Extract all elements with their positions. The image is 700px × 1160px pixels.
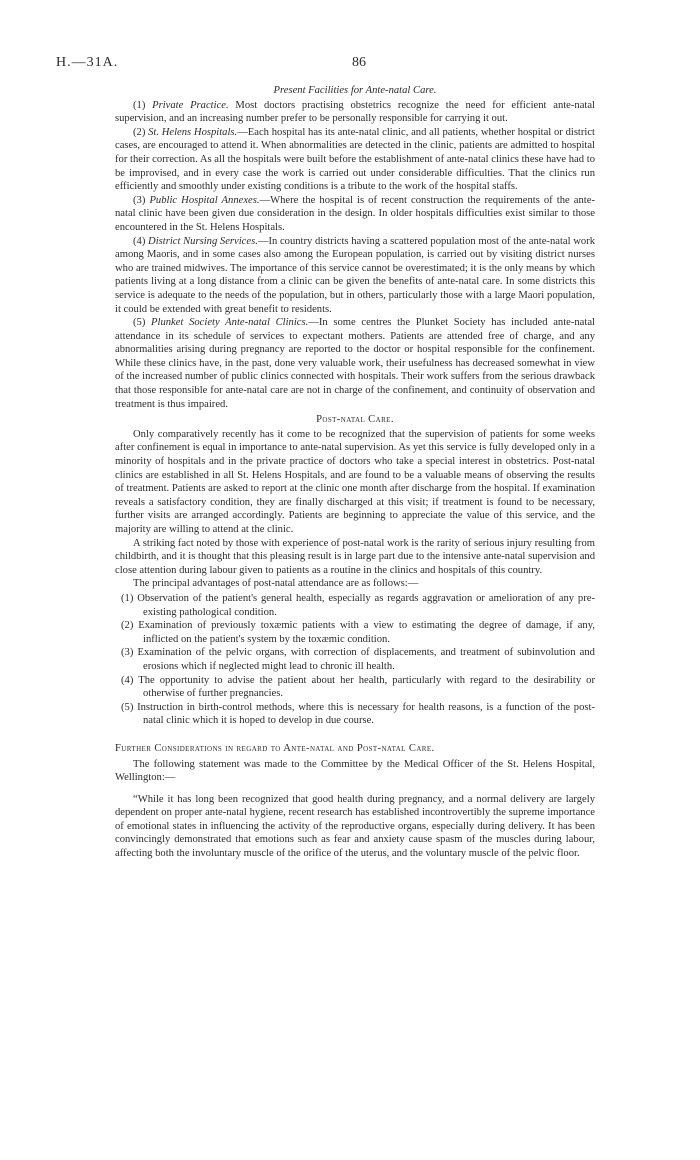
list-item: (3) Examination of the pelvic organs, with correction of displacements, and treatment of subinvolution and erosions which if neglected might lead to chronic ill health. bbox=[121, 647, 595, 672]
postnatal-paragraph: Only comparatively recently has it come to be recognized that the supervision of patients for some weeks after confinement is equal in importance to ante-natal supervision. As yet this service is fully developed only in a minority of hospitals and in the private practice of doctors who take a special interest in obstetrics. Post-natal clinics are established in all St. Helens Hospitals, and are found to be a valuable means of observing the results of treatment. Patients are asked to report at the clinic one month after discharge from the hospital. If examination reveals a satisfactory condition, they are finally discharged at this visit; if treatment is found to be necessary, further visits are arranged accordingly. Patients are beginning to appreciate the value of this service, and the majority are willing to attend at the clinic. bbox=[115, 428, 595, 535]
list-item: (5) Instruction in birth-control methods, where this is necessary for health reasons, is a function of the post-natal clinic which it is hoped to develop in due course. bbox=[121, 701, 595, 727]
list-item: (2) Examination of previously toxæmic patients with a view to estimating the degree of damage, if any, inflicted on the patient's system by the toxæmic condition. bbox=[121, 620, 595, 645]
document-reference: H.—31A. bbox=[56, 55, 119, 70]
antenatal-item: (1) Private Practice. Most doctors practising obstetrics recognize the need for efficient ante-natal supervision, and an increasing number prefer to be personally responsible for carrying it out. bbox=[115, 99, 595, 125]
antenatal-item: (3) Public Hospital Annexes.—Where the hospital is of recent construction the requirements of the ante-natal clinic have been given due consideration in the design. In older hospitals difficulties exist similar to those encountered in the St. Helens Hospitals. bbox=[115, 194, 595, 233]
document-body bbox=[115, 84, 595, 861]
quoted-statement: “While it has long been recognized that good health during pregnancy, and a normal delivery are largely dependent on proper ante-natal hygiene, recent research has established incontrovertibly the supreme importance of emotional states in influencing the activity of the reproductive organs, especially during delivery. It has been convincingly demonstrated that emotions such as fear and anxiety cause spasm of the muscles during labour, affecting both the involuntary muscle of the orifice of the uterus, and the voluntary muscle of the pelvic floor. bbox=[115, 793, 595, 860]
section-title-antenatal: Present Facilities for Ante-natal Care. bbox=[273, 85, 437, 96]
advantages-list bbox=[115, 592, 595, 728]
page-number: 86 bbox=[352, 55, 366, 70]
list-item: (4) The opportunity to advise the patient about her health, particularly with regard to the desirability or otherwise of further pregnancies. bbox=[121, 674, 595, 700]
postnatal-paragraph: The principal advantages of post-natal attendance are as follows:— bbox=[133, 578, 419, 590]
section-title-further: Further Considerations in regard to Ante-natal and Post-natal Care. bbox=[115, 742, 435, 754]
antenatal-item: (5) Plunket Society Ante-natal Clinics.—In some centres the Plunket Society has included ante-natal attendance in its schedule of services to expectant mothers. Patients are attended free of charge, and any abnormalities arising during pregnancy are reported to the doctor or hospital responsible for the confinement. While these clinics have, in the past, done very valuable work, their usefulness has decreased somewhat in view of the increased number of public clinics connected with hospitals. Their work suffers from the serious drawback that those responsible for ante-natal care are not in charge of the confinement, and continuity of observation and treatment is thus impaired. bbox=[115, 317, 595, 410]
postnatal-paragraph: A striking fact noted by those with experience of post-natal work is the rarity of serious injury resulting from childbirth, and it is thought that this pleasing result is in large part due to the intensive ante-natal supervision and close attention during labour given to patients as a routine in the clinics and hospitals of this country. bbox=[115, 537, 595, 576]
antenatal-item: (4) District Nursing Services.—In country districts having a scattered population most of the ante-natal work among Maoris, and in some cases also among the European population, is carried out by visiting district nurses who are trained midwives. The importance of this service cannot be overestimated; it is the only means by which patients living at a long distance from a clinic can be given the benefits of ante-natal care. In some districts this service is adequate to the needs of the population, but in others, particularly those with a large Maori population, it could be extended with great benefit to residents. bbox=[115, 235, 595, 315]
further-intro: The following statement was made to the Committee by the Medical Officer of the St. Helens Hospital, Wellington:— bbox=[115, 758, 595, 784]
list-item: (1) Observation of the patient's general health, especially as regards aggravation or amelioration of any pre-existing pathological condition. bbox=[121, 592, 595, 618]
section-title-postnatal: Post-natal Care. bbox=[316, 414, 394, 426]
antenatal-item: (2) St. Helens Hospitals.—Each hospital has its ante-natal clinic, and all patients, whether hospital or district cases, are encouraged to attend it. When abnormalities are detected in the clinic, patients are admitted to hospital for their correction. As all the hospitals were built before the establishment of ante-natal clinics these have had to be improvised, and in every case the work is carried out under considerable difficulties. That the clinics run efficiently and smoothly under existing conditions is a tribute to the work of the hospital staffs. bbox=[115, 126, 595, 193]
